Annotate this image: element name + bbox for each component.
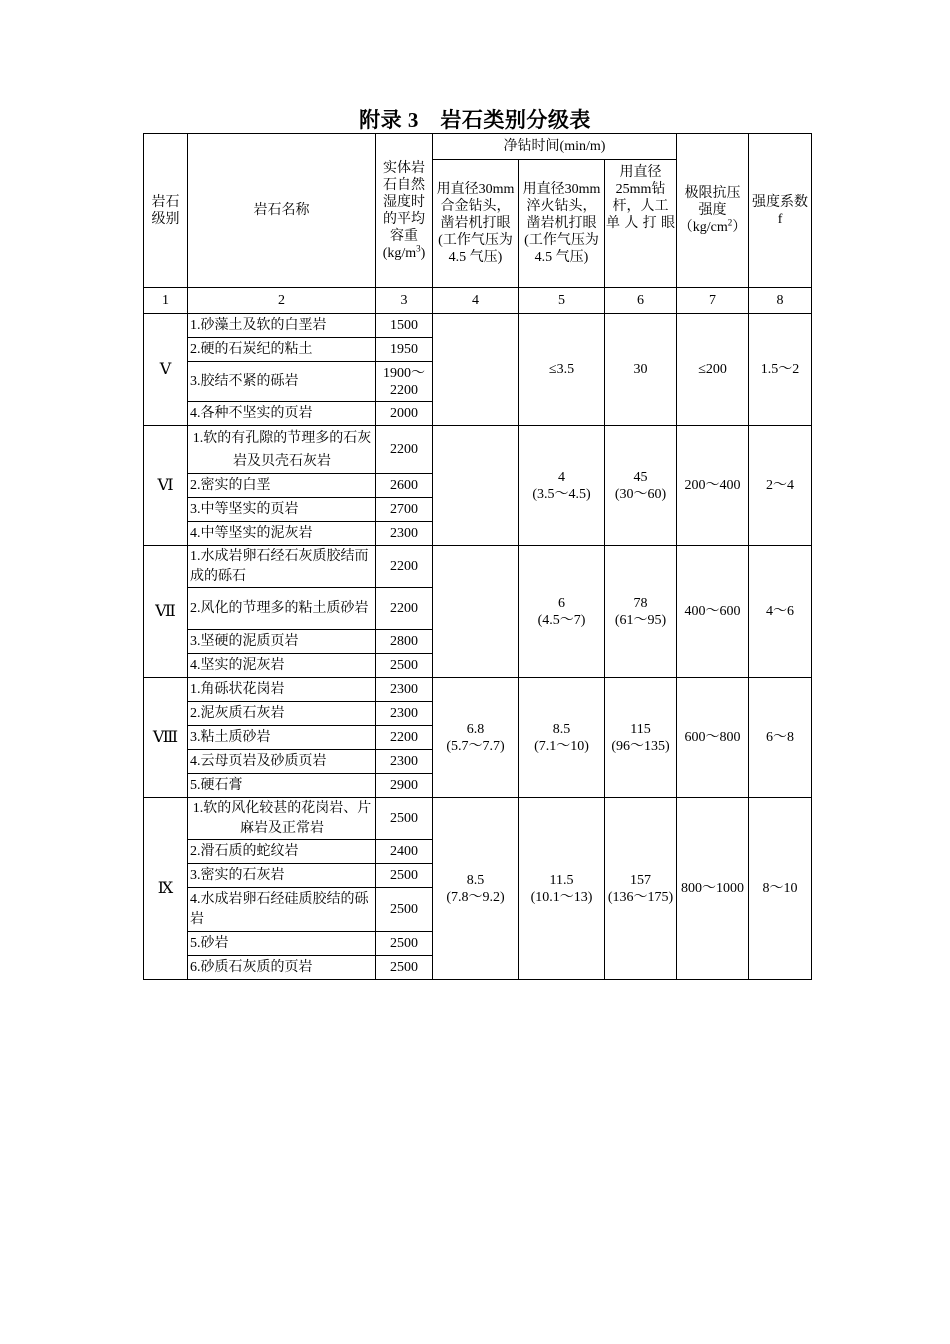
density-value: 1950 [376,338,433,362]
rock-name: 4.云母页岩及砂质页岩 [188,750,376,774]
column-number: 5 [519,288,605,314]
header-density: 实体岩石自然湿度时的平均容重$(kg/m^3)$ [376,134,433,288]
rock-name: 3.粘土质砂岩 [188,726,376,750]
density-value: 2900 [376,774,433,798]
density-value: 2400 [376,840,433,864]
table-row [144,546,812,588]
strength-value: 800～1000 [677,798,749,980]
header-quenched-bit: 用直径30mm 淬火钻头，凿岩机打眼(工作气压为4.5 气压) [519,160,605,288]
quench-time: 8.5 (7.1～10) [519,678,605,798]
column-number: 7 [677,288,749,314]
table-row [144,798,812,840]
manual-time: 30 [605,314,677,426]
strength-value: 200～400 [677,426,749,546]
header-alloy-bit: 用直径30mm 合金钻头，凿岩机打眼(工作气压为 4.5 气压) [433,160,519,288]
density-value: 1900～2200 [376,362,433,402]
rock-name: 3.密实的石灰岩 [188,864,376,888]
density-value: 2200 [376,726,433,750]
density-value: 2300 [376,678,433,702]
rock-name: 3.中等坚实的页岩 [188,498,376,522]
density-value: 2600 [376,474,433,498]
manual-time: 115 (96～135) [605,678,677,798]
header-drill-time-group: 净钻时间(min/m) [433,134,677,160]
density-value: 1500 [376,314,433,338]
density-value: 2000 [376,402,433,426]
page-title: 附录 3 岩石类别分级表 [359,108,591,132]
density-value: 2200 [376,426,433,474]
density-value: 2500 [376,932,433,956]
column-number-row [144,288,812,314]
rock-name: 4.各种不坚实的页岩 [188,402,376,426]
alloy-time: 8.5 (7.8～9.2) [433,798,519,980]
density-value: 2500 [376,956,433,980]
quench-time: 6 (4.5～7) [519,546,605,678]
manual-time: 78 (61～95) [605,546,677,678]
grade-cell: Ⅵ [144,426,188,546]
density-value: 2300 [376,702,433,726]
rock-name: 1.角砾状花岗岩 [188,678,376,702]
table-row [144,426,812,474]
rock-name: 1.砂藻土及软的白垩岩 [188,314,376,338]
manual-time: 157 (136～175) [605,798,677,980]
rock-name: 1.软的有孔隙的节理多的石灰岩及贝壳石灰岩 [188,426,376,474]
rock-name: 5.砂岩 [188,932,376,956]
quench-time: ≤3.5 [519,314,605,426]
table-row [144,678,812,702]
column-number: 1 [144,288,188,314]
density-value: 2500 [376,888,433,932]
header-manual-drill: 用直径25mm钻杆，人工单人打眼 [605,160,677,288]
header-strength-coefficient: 强度系数f [749,134,812,288]
rock-classification-table [143,133,812,980]
rock-name: 2.滑石质的蛇纹岩 [188,840,376,864]
density-value: 2300 [376,522,433,546]
rock-name: 1.水成岩卵石经石灰质胶结而成的砾石 [188,546,376,588]
grade-cell: Ⅶ [144,546,188,678]
manual-time: 45 (30～60) [605,426,677,546]
rock-name: 2.泥灰质石灰岩 [188,702,376,726]
quench-time: 4 (3.5～4.5) [519,426,605,546]
column-number: 2 [188,288,376,314]
alloy-time: 6.8 (5.7～7.7) [433,678,519,798]
strength-value: 400～600 [677,546,749,678]
rock-name: 4.水成岩卵石经硅质胶结的砾岩 [188,888,376,932]
rock-name: 3.坚硬的泥质页岩 [188,630,376,654]
grade-cell: Ⅴ [144,314,188,426]
density-value: 2700 [376,498,433,522]
grade-cell: Ⅸ [144,798,188,980]
column-number: 4 [433,288,519,314]
density-value: 2500 [376,654,433,678]
coefficient-value: 6～8 [749,678,812,798]
rock-name: 1.软的风化较甚的花岗岩、片麻岩及正常岩 [188,798,376,840]
strength-value: ≤200 [677,314,749,426]
density-value: 2200 [376,546,433,588]
coefficient-value: 8～10 [749,798,812,980]
rock-name: 4.坚实的泥灰岩 [188,654,376,678]
rock-name: 2.硬的石炭纪的粘土 [188,338,376,362]
alloy-time [433,314,519,426]
rock-name: 2.风化的节理多的粘土质砂岩 [188,588,376,630]
coefficient-value: 1.5～2 [749,314,812,426]
rock-name: 3.胶结不紧的砾岩 [188,362,376,402]
density-value: 2300 [376,750,433,774]
density-value: 2500 [376,864,433,888]
alloy-time [433,546,519,678]
rock-name: 6.砂质石灰质的页岩 [188,956,376,980]
coefficient-value: 4～6 [749,546,812,678]
column-number: 6 [605,288,677,314]
coefficient-value: 2～4 [749,426,812,546]
column-number: 8 [749,288,812,314]
alloy-time [433,426,519,546]
rock-name: 5.硬石膏 [188,774,376,798]
grade-cell: Ⅷ [144,678,188,798]
header-grade: 岩石级别 [144,134,188,288]
header-compressive-strength: 极限抗压强度$(kg/cm^2)$ [677,134,749,288]
header-rock-name: 岩石名称 [188,134,376,288]
density-value: 2500 [376,798,433,840]
rock-name: 4.中等坚实的泥灰岩 [188,522,376,546]
column-number: 3 [376,288,433,314]
quench-time: 11.5 (10.1～13) [519,798,605,980]
density-value: 2200 [376,588,433,630]
rock-name: 2.密实的白垩 [188,474,376,498]
strength-value: 600～800 [677,678,749,798]
table-row [144,314,812,338]
density-value: 2800 [376,630,433,654]
